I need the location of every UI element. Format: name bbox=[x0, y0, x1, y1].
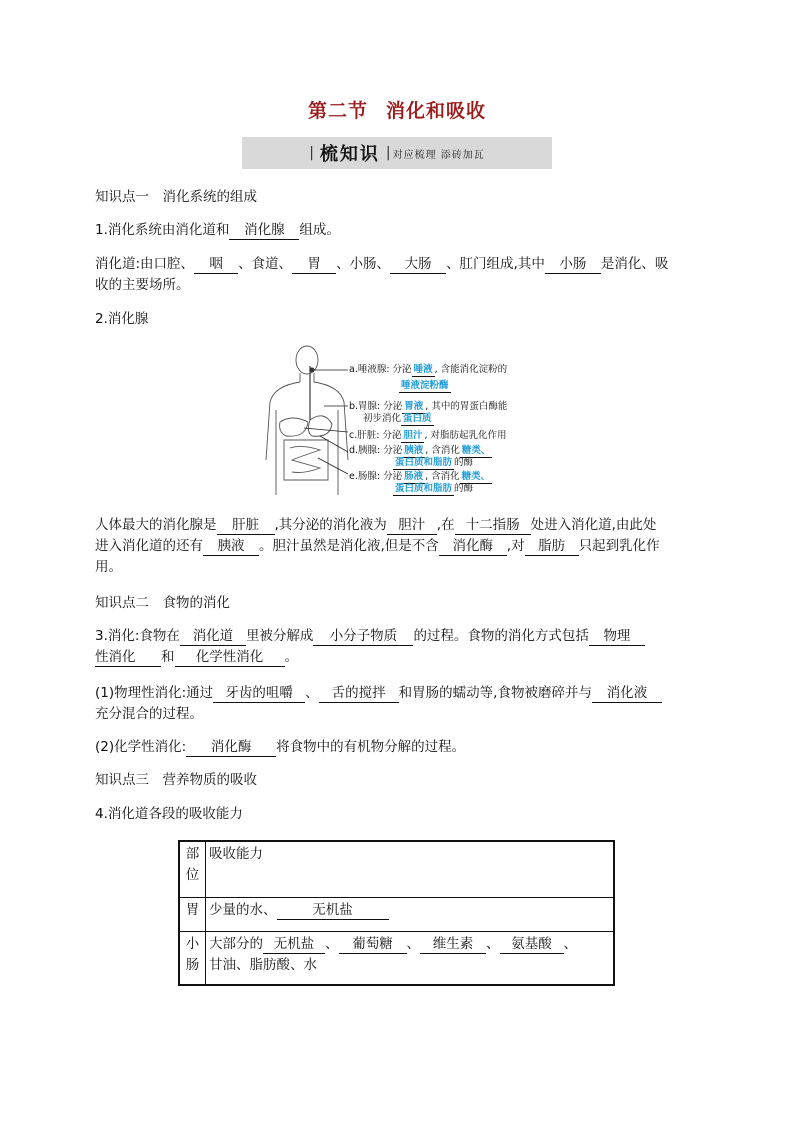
answer-blank: 消化酶 bbox=[186, 738, 276, 757]
answer-blank: 胆汁 bbox=[387, 516, 437, 535]
knowledge-point-2-heading: 知识点二 食物的消化 bbox=[95, 595, 230, 611]
answer-blank: 无机盐 bbox=[263, 935, 325, 954]
digestive-tract-text: 消化道:由口腔、 咽 、食道、 胃 、小肠、 大肠 、肛门组成,其中 小肠 是消化、吸 收的主要场所。 bbox=[95, 256, 669, 293]
answer-blank: 胃 bbox=[292, 255, 336, 274]
banner-divider: | bbox=[309, 145, 314, 161]
question-1: 1.消化系统由消化道和 消化腺 组成。 bbox=[95, 222, 340, 238]
knowledge-point-3-heading: 知识点三 营养物质的吸收 bbox=[95, 772, 257, 788]
table-cell-small-intestine-absorption: 大部分的 无机盐 、 葡萄糖 、 维生素 、 氨基酸 、 甘油、脂肪酸、水 bbox=[206, 931, 615, 985]
answer-blank: 消化酶 bbox=[439, 537, 507, 556]
table-header-capacity: 吸收能力 bbox=[206, 841, 615, 897]
label-salivary-enzyme: 唾液淀粉酶 bbox=[401, 380, 449, 391]
answer-blank: 氨基酸 bbox=[500, 935, 564, 954]
label-salivary-gland: a.唾液腺: 分泌 唾液 , 含能消化淀粉的 bbox=[349, 364, 508, 375]
label-liver: c.肝脏: 分泌 胆汁 , 对脂肪起乳化作用 bbox=[349, 430, 507, 441]
label-intestinal-gland-2: 蛋白质和脂肪 的酶 bbox=[395, 483, 474, 494]
body-outline-illustration bbox=[262, 340, 362, 500]
answer-blank: 消化液 bbox=[592, 684, 662, 703]
answer-blank: 化学性消化 bbox=[175, 648, 285, 667]
answer-blank: 十二指肠 bbox=[455, 516, 531, 535]
answer-blank: 葡萄糖 bbox=[339, 935, 407, 954]
table-row bbox=[179, 931, 614, 985]
question-3: 3.消化:食物在 消化道 里被分解成 小分子物质 的过程。食物的消化方式包括 物理 性消化 和 化学性消化 。 bbox=[95, 626, 715, 668]
table-row bbox=[179, 897, 614, 931]
banner-divider: | bbox=[385, 145, 391, 161]
answer-blank: 牙齿的咀嚼 bbox=[213, 684, 305, 703]
table-cell-stomach-absorption: 少量的水、 无机盐 bbox=[206, 897, 615, 931]
answer-blank: 维生素 bbox=[420, 935, 486, 954]
answer-blank: 肝脏 bbox=[217, 516, 275, 535]
answer-blank: 性消化 bbox=[95, 648, 161, 667]
section-name: 消化和吸收 bbox=[386, 100, 487, 122]
answer-blank: 小肠 bbox=[545, 255, 601, 274]
answer-blank: 胰液 bbox=[203, 537, 259, 556]
banner-main: 梳知识 bbox=[319, 144, 380, 165]
label-intestinal-gland: e.肠腺: 分泌 肠液 , 含消化 糖类、 bbox=[349, 471, 491, 482]
answer-blank: 咽 bbox=[194, 255, 238, 274]
liver-paragraph: 人体最大的消化腺是 肝脏 ,其分泌的消化液为 胆汁 ,在 十二指肠 处进入消化道,由此处 进入消化道的还有 胰液 。胆汁虽然是消化液,但是不含 消化酶 ,对 脂肪 只起到乳化作 用。 bbox=[95, 517, 660, 575]
answer-blank: 大肠 bbox=[390, 255, 446, 274]
page-title bbox=[0, 96, 794, 123]
table-cell-stomach: 胃 bbox=[179, 897, 206, 931]
banner-sub: 对应梳理 添砖加瓦 bbox=[392, 149, 485, 161]
question-2-heading: 2.消化腺 bbox=[95, 311, 149, 327]
answer-blank: 脂肪 bbox=[525, 537, 579, 556]
label-pancreas: d.胰腺: 分泌 胰液 , 含消化 糖类、 bbox=[349, 445, 491, 456]
answer-blank: 舌的搅拌 bbox=[319, 684, 399, 703]
label-pancreas-2: 蛋白质和脂肪 的酶 bbox=[395, 457, 474, 468]
section-number: 第二节 bbox=[307, 100, 368, 122]
label-gastric-gland: b.胃腺: 分泌 胃液 , 其中的胃蛋白酶能 bbox=[349, 401, 508, 412]
absorption-table bbox=[178, 840, 615, 986]
answer-blank: 消化道 bbox=[180, 627, 246, 646]
knowledge-point-1-heading: 知识点一 消化系统的组成 bbox=[95, 189, 257, 205]
section-banner bbox=[242, 137, 552, 169]
table-cell-small-intestine: 小肠 bbox=[179, 931, 206, 985]
salivary-gland-dot bbox=[310, 368, 315, 373]
answer-blank: 物理 bbox=[589, 627, 645, 646]
question-4-heading: 4.消化道各段的吸收能力 bbox=[95, 806, 243, 822]
table-header-part: 部位 bbox=[179, 841, 206, 897]
chemical-digestion-text: (2)化学性消化: 消化酶 将食物中的有机物分解的过程。 bbox=[95, 739, 466, 755]
physical-digestion-text: (1)物理性消化:通过 牙齿的咀嚼 、 舌的搅拌 和胃肠的蠕动等,食物被磨碎并与 消化液 充分混合的过程。 bbox=[95, 683, 715, 725]
label-gastric-gland-2: 初步消化 蛋白质 bbox=[363, 413, 432, 424]
answer-blank: 消化腺 bbox=[229, 221, 299, 240]
answer-blank: 小分子物质 bbox=[313, 627, 413, 646]
digestive-system-figure bbox=[262, 340, 542, 500]
table-row bbox=[179, 841, 614, 897]
answer-blank: 无机盐 bbox=[277, 901, 389, 920]
